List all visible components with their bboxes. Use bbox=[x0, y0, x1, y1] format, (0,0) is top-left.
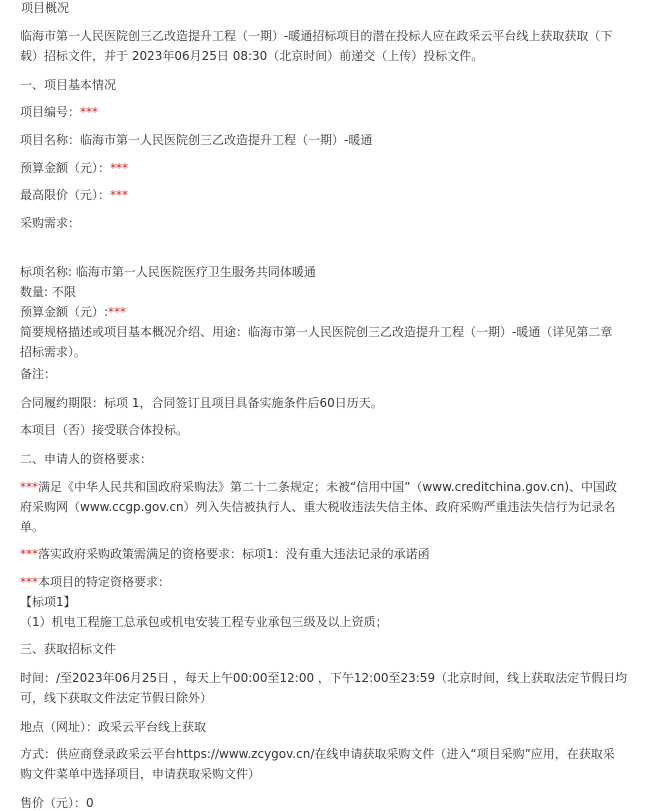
max-price-value: *** bbox=[110, 188, 129, 202]
document-price: 售价（元）：0 bbox=[20, 796, 94, 810]
lot-quantity: 数量: 不限 bbox=[20, 285, 76, 299]
lot-description-line-1: 简要规格描述或项目基本概况介绍、用途：临海市第一人民医院创三乙改造提升工程（一期）-暖通（详见第二章 bbox=[20, 325, 613, 339]
requirement-3-text: 本项目的特定资格要求： bbox=[38, 575, 171, 589]
procurement-demand-label: 采购需求： bbox=[20, 216, 81, 230]
acquisition-time-line-2: 可，线下获取文件法定节假日除外） bbox=[20, 691, 213, 705]
intro-line-1: 临海市第一人民医院创三乙改造提升工程（一期）-暖通招标项目的潜在投标人应在政采云平台线上获取获取（下 bbox=[20, 29, 613, 43]
requirement-2-text: 落实政府采购政策需满足的资格要求：标项1：没有重大违法记录的承诺函 bbox=[38, 547, 430, 561]
requirement-1-line-1 bbox=[20, 479, 617, 495]
requirement-2 bbox=[20, 546, 430, 562]
lot-remark: 备注： bbox=[20, 367, 57, 381]
budget-label: 预算金额（元）： bbox=[20, 161, 111, 175]
project-number-label: 项目编号： bbox=[20, 105, 81, 119]
project-number-value: *** bbox=[80, 105, 99, 119]
budget-value: *** bbox=[110, 161, 129, 175]
project-name: 项目名称：临海市第一人民医院创三乙改造提升工程（一期）-暖通 bbox=[20, 133, 373, 147]
requirement-1-line-2: 府采购网（www.ccgp.gov.cn）列入失信被执行人、重大税收违法失信主体、政府采购严重违法失信行为记录名 bbox=[20, 500, 616, 514]
requirement-1-line-3: 单。 bbox=[20, 520, 45, 534]
lot-budget-label: 预算金额（元）: bbox=[20, 305, 109, 319]
requirement-3-mark: *** bbox=[20, 575, 38, 589]
max-price-label: 最高限价（元）： bbox=[20, 188, 111, 202]
acquisition-location: 地点（网址）：政采云平台线上获取 bbox=[20, 720, 207, 734]
page-title: 项目概况 bbox=[21, 1, 70, 15]
consortium-note: 本项目（否）接受联合体投标。 bbox=[20, 423, 189, 437]
project-number bbox=[20, 104, 98, 120]
section-2-heading: 二、申请人的资格要求： bbox=[20, 452, 153, 466]
contract-period: 合同履约期限：标项 1，合同签订且项目具备实施条件后60日历天。 bbox=[20, 396, 383, 410]
requirement-1-text: 满足《中华人民共和国政府采购法》第二十二条规定；未被“信用中国”（www.creditchina.gov.cn)、中国政 bbox=[38, 480, 618, 494]
acquisition-time-line-1: 时间：/至2023年06月25日 ，每天上午00:00至12:00 ，下午12:00至23:59（北京时间，线上获取法定节假日均 bbox=[20, 671, 628, 685]
intro-line-2: 载）招标文件，并于 2023年06月25日 08:30（北京时间）前递交（上传）投标文件。 bbox=[20, 49, 484, 63]
requirement-3 bbox=[20, 574, 170, 590]
lot-name: 标项名称: 临海市第一人民医院医疗卫生服务共同体暖通 bbox=[20, 265, 316, 279]
max-price bbox=[20, 187, 128, 203]
budget-amount bbox=[20, 160, 128, 176]
acquisition-method-line-1: 方式：供应商登录政采云平台https://www.zcygov.cn/在线申请获取采购文件（进入“项目采购”应用，在获取采 bbox=[20, 747, 615, 761]
lot-1-tag: 【标项1】 bbox=[20, 595, 76, 609]
requirement-2-mark: *** bbox=[20, 547, 38, 561]
requirement-1-mark: *** bbox=[20, 480, 38, 494]
section-1-heading: 一、项目基本情况 bbox=[20, 78, 117, 92]
lot-description-line-2: 招标需求）。 bbox=[20, 345, 87, 359]
section-3-heading: 三、获取招标文件 bbox=[20, 642, 117, 656]
lot-budget bbox=[20, 304, 126, 320]
lot-1-requirement: （1）机电工程施工总承包或机电安装工程专业承包三级及以上资质； bbox=[20, 615, 388, 629]
lot-budget-value: *** bbox=[108, 305, 127, 319]
acquisition-method-line-2: 购文件菜单中选择项目，申请获取采购文件） bbox=[20, 767, 261, 781]
